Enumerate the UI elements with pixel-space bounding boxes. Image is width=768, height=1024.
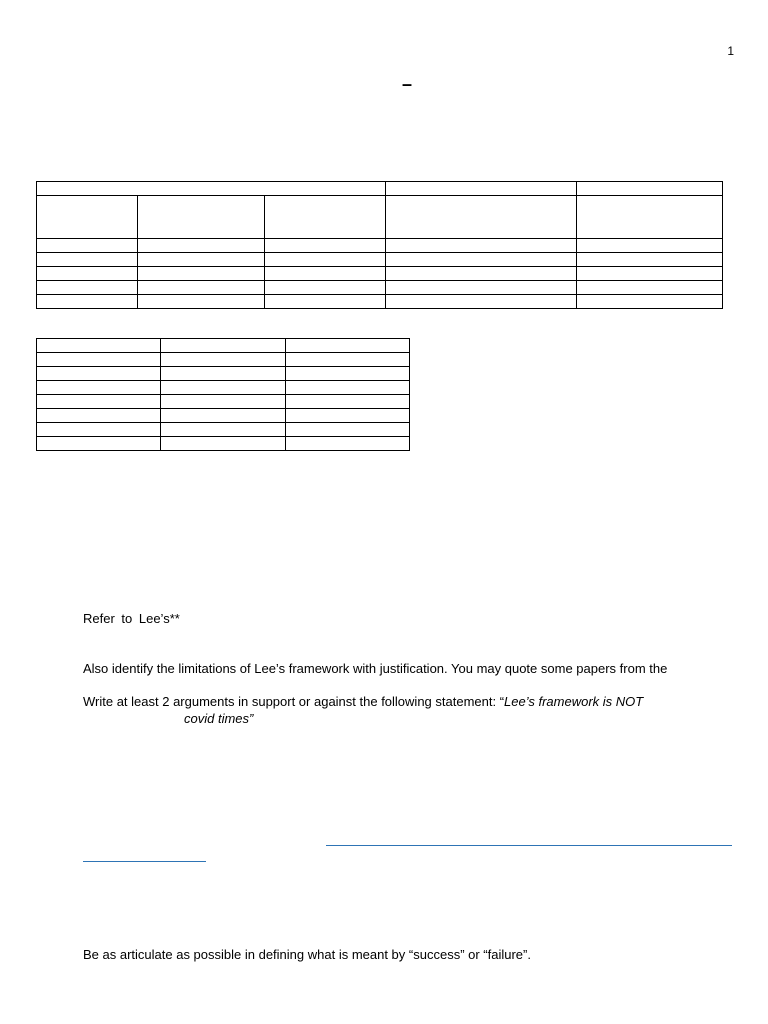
limitations-paragraph: Also identify the limitations of Lee’s framework with justification. You may quote some papers from the [83, 661, 668, 676]
table-cell [265, 281, 386, 295]
table-cell [577, 239, 723, 253]
table-cell [285, 339, 409, 353]
table-row [37, 437, 410, 451]
table-cell [138, 253, 265, 267]
table-cell [37, 423, 161, 437]
table-cell [285, 381, 409, 395]
table-row [37, 239, 723, 253]
hyperlink-underline[interactable] [326, 845, 732, 846]
table-row [37, 353, 410, 367]
table-cell [37, 395, 161, 409]
table-cell [138, 239, 265, 253]
table-cell [161, 367, 285, 381]
table-row [37, 381, 410, 395]
table-cell [386, 267, 577, 281]
table-cell [577, 253, 723, 267]
table-cell [161, 395, 285, 409]
table-cell [285, 395, 409, 409]
table-row [37, 196, 723, 239]
table-1 [36, 181, 723, 309]
table-cell [138, 196, 265, 239]
arguments-quote-continued [184, 710, 253, 727]
table-cell [285, 423, 409, 437]
table-cell [577, 295, 723, 309]
table-cell [285, 437, 409, 451]
title-dash: – [402, 74, 413, 94]
table-2 [36, 338, 410, 451]
table-cell [577, 196, 723, 239]
table-cell [161, 353, 285, 367]
table-cell [37, 239, 138, 253]
table-cell [386, 182, 577, 196]
table-cell [37, 381, 161, 395]
table-cell [265, 239, 386, 253]
table-cell [265, 295, 386, 309]
table-cell [161, 339, 285, 353]
table-row [37, 182, 723, 196]
table-cell [577, 281, 723, 295]
table-cell [37, 295, 138, 309]
table-row [37, 339, 410, 353]
page-number: 1 [727, 44, 734, 58]
table-cell [37, 409, 161, 423]
table-cell [161, 409, 285, 423]
table-cell [37, 353, 161, 367]
table-cell [285, 409, 409, 423]
table-cell [37, 182, 386, 196]
table-cell [37, 367, 161, 381]
table-cell [386, 239, 577, 253]
table-cell [285, 367, 409, 381]
success-paragraph: Be as articulate as possible in defining what is meant by “success” or “failure”. [83, 947, 531, 962]
table-cell [161, 381, 285, 395]
table-cell [265, 196, 386, 239]
table-cell [37, 437, 161, 451]
arguments-paragraph [83, 693, 643, 710]
table-row [37, 295, 723, 309]
table-row [37, 395, 410, 409]
table-cell [161, 423, 285, 437]
table-cell [386, 295, 577, 309]
table-row [37, 423, 410, 437]
refer-paragraph: Refer to Lee’s** [83, 611, 180, 626]
table-cell [37, 196, 138, 239]
table-cell [138, 267, 265, 281]
table-cell [265, 253, 386, 267]
table-cell [285, 353, 409, 367]
table-cell [37, 253, 138, 267]
table-row [37, 267, 723, 281]
table-row [37, 253, 723, 267]
table-cell [138, 295, 265, 309]
table-cell [386, 281, 577, 295]
table-cell [37, 281, 138, 295]
table-row [37, 367, 410, 381]
arguments-quote-text: Lee’s framework is NOT [504, 694, 644, 709]
table-cell [37, 267, 138, 281]
table-cell [265, 267, 386, 281]
table-cell [386, 253, 577, 267]
table-cell [577, 182, 723, 196]
table-cell [386, 196, 577, 239]
table-cell [161, 437, 285, 451]
table-cell [37, 339, 161, 353]
arguments-quote-text-2: covid times” [184, 711, 254, 726]
table-row [37, 281, 723, 295]
hyperlink-underline-continued[interactable] [83, 861, 206, 862]
table-cell [138, 281, 265, 295]
table-row [37, 409, 410, 423]
arguments-lead-text: Write at least 2 arguments in support or against the following statement: “ [83, 694, 505, 709]
table-cell [577, 267, 723, 281]
